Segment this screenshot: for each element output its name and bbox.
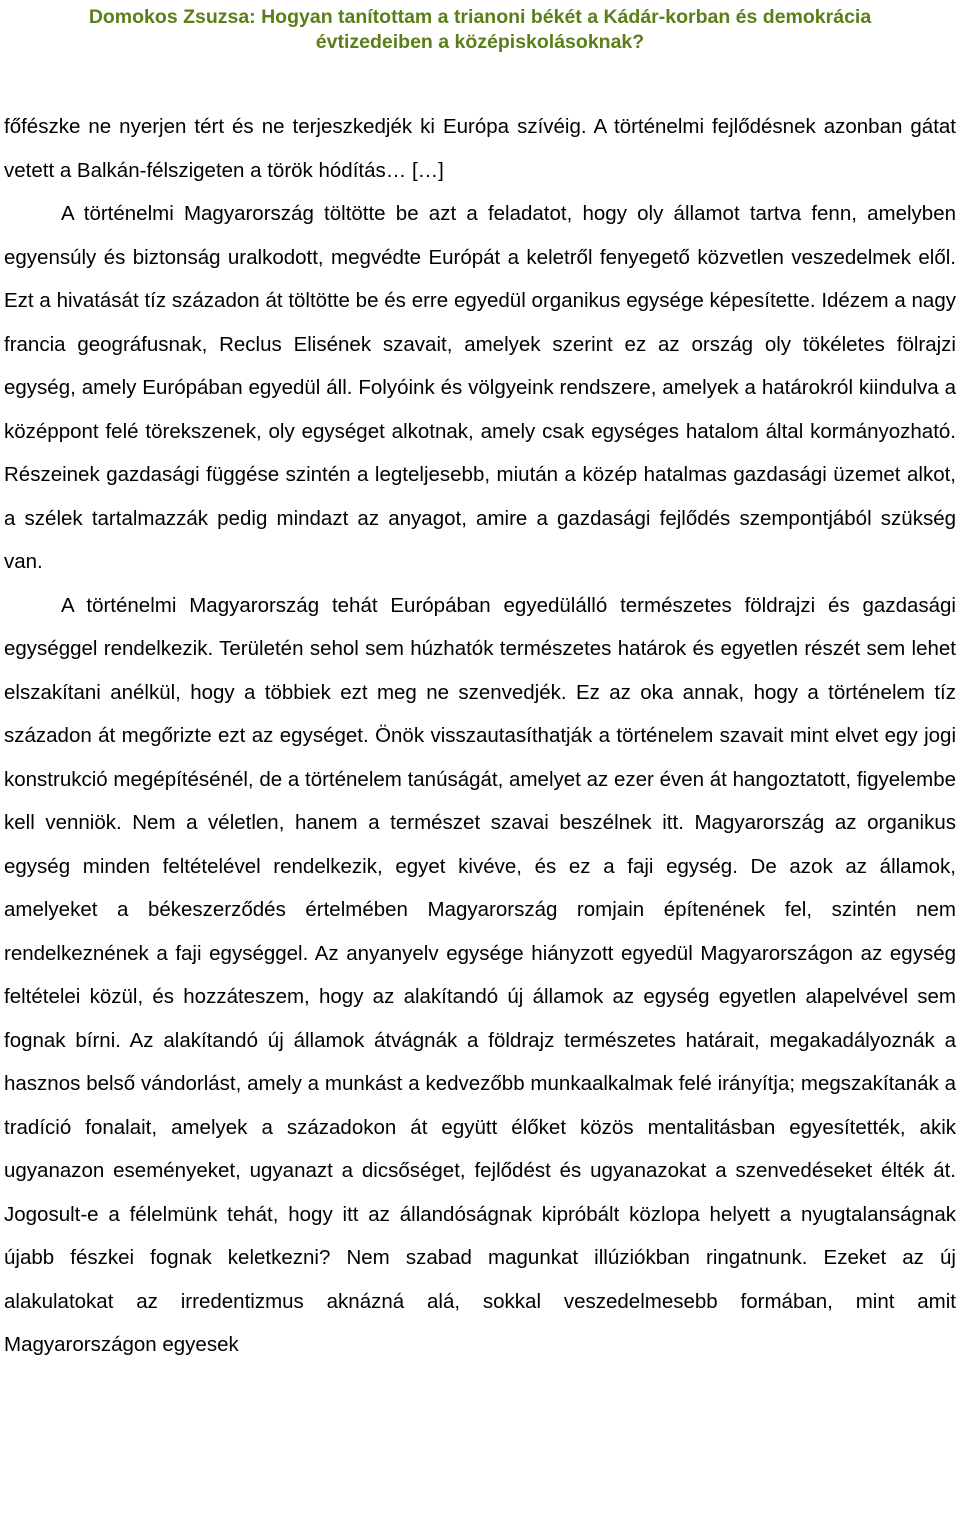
paragraph-continuation: főfészke ne nyerjen tért és ne terjeszkedjék ki Európa szívéig. A történelmi fejlődésnek azonban gátat vetett a Balkán-félszigeten a török hódítás… […]	[4, 115, 956, 182]
header-title-line-2: évtizedeiben a középiskolásoknak?	[315, 31, 645, 53]
page-header	[0, 0, 960, 58]
paragraph: A történelmi Magyarország töltötte be azt a feladatot, hogy oly államot tartva fenn, amelyben egyensúly és biztonság uralkodott, megvédte Európát a keletről fenyegető közvetlen veszedelmek elől. Ezt a hivatását tíz századon át töltötte be és erre egyedül organikus egysége képesítette. Idézem a nagy francia geográfusnak, Reclus Elisének szavait, amelyek szerint ez az ország oly tökéletes fölrajzi egység, amely Európában egyedül áll. Folyóink és völgyeink rendszere, amelyek a határokról kiindulva a középpont felé törekszenek, oly egységet alkotnak, amely csak egységes hatalom által kormányozható. Részeinek gazdasági függése szintén a legteljesebb, miután a közép hatalmas gazdasági üzemet alkot, a szélek tartalmazzák pedig mindazt az anyagot, amire a gazdasági fejlődés szempontjából szükség van.	[4, 202, 956, 573]
paragraph: A történelmi Magyarország tehát Európában egyedülálló természetes földrajzi és gazdasági egységgel rendelkezik. Területén sehol sem húzhatók természetes határok és egyetlen részét sem lehet elszakítani anélkül, hogy a többiek ezt meg ne szenvedjék. Ez az oka annak, hogy a történelem tíz századon át megőrizte ezt az egységet. Önök visszautasíthatják a történelem szavait mint elvet egy jogi konstrukció megépítésénél, de a történelem tanúságát, amelyet az ezer éven át hangoztatott, figyelembe kell venniök. Nem a véletlen, hanem a természet szavai beszélnek itt. Magyarország az organikus egység minden feltételével rendelkezik, egyet kivéve, és ez a faji egység. De azok az államok, amelyeket a békeszerződés értelmében Magyarország romjain építenének fel, szintén nem rendelkeznének a faji egységgel. Az anyanyelv egysége hiányzott egyedül Magyarországon az egység feltételei közül, és hozzáteszem, hogy az alakítandó új államok az egység egyetlen alapelvével sem fognak bírni. Az alakítandó új államok átvágnák a földrajz természetes határait, megakadályoznák a hasznos belső vándorlást, amely a munkást a kedvezőbb munkaalkalmak felé irányítja; megszakítanák a tradíció fonalait, amelyek a századokon át együtt élőket közös mentalitásban egyesítették, akik ugyanazon eseményeket, ugyanazt a dicsőséget, fejlődést és ugyanazokat a szenvedéseket élték át. Jogosult-e a félelmünk tehát, hogy itt az állandóságnak kipróbált közlopa helyett a nyugtalanságnak újabb fészkei fognak keletkezni? Nem szabad magunkat illúziókban ringatnunk. Ezeket az új alakulatokat az irredentizmus aknázná alá, sokkal veszedelmesebb formában, mint amit Magyarországon egyesek	[4, 593, 956, 1356]
header-title-line-1: Domokos Zsuzsa: Hogyan tanítottam a trianoni békét a Kádár-korban és demokrácia	[88, 6, 872, 28]
document-body	[4, 105, 956, 1367]
